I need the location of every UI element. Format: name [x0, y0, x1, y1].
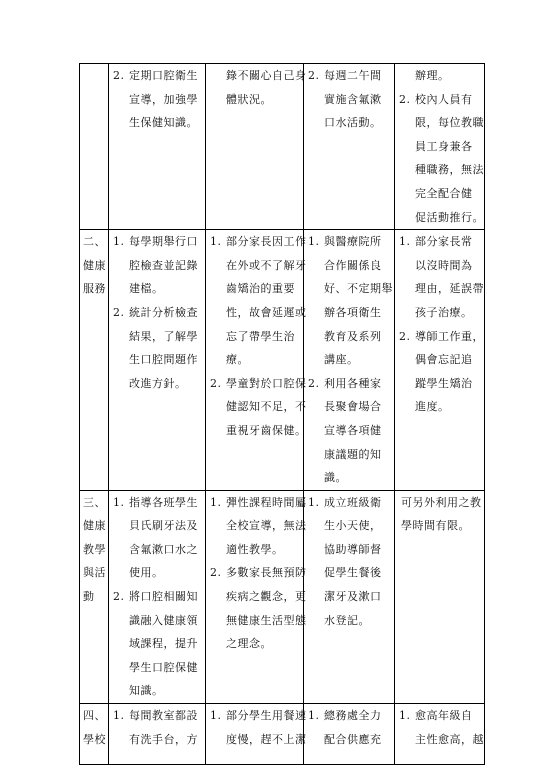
category-label: 與活 — [83, 566, 106, 580]
table-row — [80, 64, 485, 230]
table-row — [80, 704, 485, 765]
item-text-line: 學時間有限。 — [401, 519, 470, 533]
item-text-line: 部分家長常 — [415, 235, 473, 249]
strategy-cell — [109, 490, 206, 703]
item-number: 1. — [113, 495, 125, 509]
item-number: 1. — [113, 709, 125, 723]
item-number: 1. — [399, 235, 411, 249]
item-text-line: 定期口腔衛生 — [129, 69, 198, 82]
item-text-line: 每學期舉行口 — [129, 235, 198, 249]
item-text-line: 孩子治療。 — [415, 305, 473, 319]
category-label: 動 — [83, 590, 95, 604]
item-text-line: 康議題的知 — [324, 447, 382, 461]
item-text-line: 水登記。 — [324, 613, 370, 627]
item-text-line: 理由，延誤帶 — [415, 282, 484, 296]
item-text-line: 腔檢查並記錄 — [129, 258, 198, 272]
item-text-line: 員工身兼各 — [415, 139, 473, 153]
item-text-line: 體狀況。 — [226, 92, 272, 106]
strategy-cell — [109, 704, 206, 765]
item-number: 1. — [399, 709, 411, 723]
item-text-line: 無健康生活型態 — [226, 613, 307, 627]
list-item — [109, 64, 205, 135]
weakness-cell — [395, 230, 485, 491]
item-text-line: 健認知不足，不 — [226, 400, 307, 414]
list-item — [206, 230, 307, 372]
list-item — [395, 491, 484, 538]
list-item — [304, 64, 394, 135]
list-item — [206, 491, 307, 562]
item-number: 1. — [113, 235, 125, 249]
list-item — [206, 64, 307, 111]
item-text-line: 好、不定期舉 — [324, 282, 393, 296]
item-text-line: 識融入健康領 — [129, 613, 198, 627]
item-text-line: 促活動推行。 — [415, 210, 484, 224]
list-item — [395, 704, 484, 751]
item-text-line: 彈性課程時間屬 — [226, 495, 307, 509]
item-text-line: 多數家長無預防 — [226, 566, 307, 580]
category-label: 學校 — [83, 732, 106, 746]
item-text-line: 貝氏刷牙法及 — [129, 519, 198, 533]
item-text-line: 改進方針。 — [129, 376, 187, 390]
item-text-line: 辦理。 — [415, 69, 450, 82]
category-label: 三、 — [83, 495, 106, 509]
item-number: 1. — [210, 495, 222, 509]
difficulty-cell — [206, 64, 307, 230]
item-text-line: 蹤學生矯治 — [415, 376, 473, 390]
list-item — [206, 704, 307, 751]
strategy-cell — [109, 64, 206, 230]
list-item — [395, 64, 484, 88]
item-text-line: 成立班級衛 — [324, 495, 382, 509]
weakness-cell — [395, 64, 485, 230]
item-text-line: 知識。 — [129, 684, 164, 698]
item-text-line: 實施含氟漱 — [324, 92, 382, 106]
item-text-line: 含氟漱口水之 — [129, 542, 198, 556]
item-text-line: 以沒時間為 — [415, 258, 473, 272]
item-text-line: 促學生餐後 — [324, 566, 382, 580]
list-item — [304, 491, 394, 633]
category-cell — [80, 704, 109, 765]
item-text-line: 進度。 — [415, 400, 450, 414]
item-text-line: 與醫療院所 — [324, 235, 382, 249]
item-text-line: 性，故會延遲或 — [226, 305, 307, 319]
item-number: 2. — [399, 92, 411, 106]
item-text-line: 部分家長因工作 — [226, 235, 307, 249]
item-text-line: 齒矯治的重要 — [226, 282, 295, 296]
item-text-line: 指導各班學生 — [129, 495, 198, 509]
item-text-line: 利用各種家 — [324, 376, 382, 390]
category-cell — [80, 490, 109, 703]
list-item — [109, 230, 205, 301]
item-text-line: 重視牙齒保健。 — [226, 423, 307, 437]
item-text-line: 療。 — [226, 353, 249, 367]
category-label: 健康 — [83, 519, 106, 533]
category-label: 教學 — [83, 542, 106, 556]
item-text-line: 有洗手台，方 — [129, 732, 198, 746]
list-item — [395, 230, 484, 324]
item-number: 2. — [113, 305, 125, 319]
item-text-line: 種職務，無法 — [415, 163, 484, 177]
item-text-line: 生保健知識。 — [129, 116, 198, 130]
item-text-line: 部分學生用餐速 — [226, 709, 307, 723]
item-text-line: 宣導各項健 — [324, 423, 382, 437]
item-text-line: 校內人員有 — [415, 92, 473, 106]
health-promotion-table — [79, 63, 485, 765]
strategy-cell — [109, 230, 206, 491]
strength-cell — [304, 704, 395, 765]
item-text-line: 之理念。 — [226, 637, 272, 651]
list-item — [304, 704, 394, 751]
table-row — [80, 230, 485, 491]
list-item — [109, 301, 205, 395]
item-text-line: 講座。 — [324, 353, 359, 367]
item-number: 1. — [308, 709, 320, 723]
item-text-line: 總務處全力 — [324, 709, 382, 723]
list-item — [304, 372, 394, 490]
difficulty-cell — [206, 704, 307, 765]
item-number: 1. — [308, 495, 320, 509]
item-text-line: 度慢，趕不上潔 — [226, 732, 307, 746]
list-item — [109, 704, 205, 751]
item-text-line: 主性愈高，越 — [415, 732, 484, 746]
item-text-line: 錄不關心自己身 — [226, 69, 307, 82]
item-text-line: 統計分析檢查 — [129, 305, 198, 319]
item-number: 1. — [308, 235, 320, 249]
strength-cell — [304, 230, 395, 491]
item-number: 2. — [113, 590, 125, 604]
difficulty-cell — [206, 490, 307, 703]
item-number: 2. — [210, 376, 222, 390]
item-text-line: 長聚會場合 — [324, 400, 382, 414]
strength-cell — [304, 490, 395, 703]
item-text-line: 適性教學。 — [226, 542, 284, 556]
item-text-line: 疾病之觀念，更 — [226, 590, 307, 604]
item-text-line: 學童對於口腔保 — [226, 376, 307, 390]
item-text-line: 域課程，提升 — [129, 637, 198, 651]
item-text-line: 協助導師督 — [324, 542, 382, 556]
item-number: 1. — [210, 709, 222, 723]
category-label: 四、 — [83, 709, 106, 723]
item-text-line: 潔牙及漱口 — [324, 590, 382, 604]
item-text-line: 可另外利用之教 — [401, 495, 482, 509]
item-number: 2. — [308, 376, 320, 390]
item-number: 2. — [399, 329, 411, 343]
category-label: 二、 — [83, 235, 106, 249]
item-text-line: 宣導，加強學 — [129, 92, 198, 106]
item-text-line: 在外或不了解牙 — [226, 258, 307, 272]
item-text-line: 導師工作重， — [415, 329, 484, 343]
item-text-line: 完全配合健 — [415, 186, 473, 200]
item-number: 2. — [113, 69, 125, 82]
list-item — [206, 372, 307, 443]
table-row — [80, 490, 485, 703]
list-item — [109, 585, 205, 703]
item-text-line: 配合供應充 — [324, 732, 382, 746]
item-text-line: 生口腔問題作 — [129, 353, 198, 367]
item-text-line: 忘了帶學生治 — [226, 329, 295, 343]
item-text-line: 合作關係良 — [324, 258, 382, 272]
list-item — [206, 561, 307, 655]
list-item — [304, 230, 394, 372]
list-item — [395, 88, 484, 230]
weakness-cell — [395, 704, 485, 765]
category-cell — [80, 230, 109, 491]
item-text-line: 口水活動。 — [324, 116, 382, 130]
category-cell — [80, 64, 109, 230]
strength-cell — [304, 64, 395, 230]
item-text-line: 偶會忘記追 — [415, 353, 473, 367]
item-text-line: 限，每位教職 — [415, 116, 484, 130]
item-text-line: 學生口腔保健 — [129, 660, 198, 674]
category-label: 健康 — [83, 258, 106, 272]
item-text-line: 建檔。 — [129, 282, 164, 296]
item-number: 2. — [308, 69, 320, 82]
item-number: 1. — [210, 235, 222, 249]
item-text-line: 辦各項衛生 — [324, 305, 382, 319]
item-number: 2. — [210, 566, 222, 580]
difficulty-cell — [206, 230, 307, 491]
item-text-line: 將口腔相關知 — [129, 590, 198, 604]
list-item — [109, 491, 205, 585]
weakness-cell — [395, 490, 485, 703]
item-text-line: 生小天使， — [324, 519, 382, 533]
item-text-line: 全校宣導，無法 — [226, 519, 307, 533]
item-text-line: 每間教室都設 — [129, 709, 198, 723]
item-text-line: 結果，了解學 — [129, 329, 198, 343]
item-text-line: 愈高年級自 — [415, 709, 473, 723]
list-item — [395, 325, 484, 419]
item-text-line: 識。 — [324, 471, 347, 485]
item-text-line: 教育及系列 — [324, 329, 382, 343]
item-text-line: 每週二午間 — [324, 69, 382, 82]
item-text-line: 使用。 — [129, 566, 164, 580]
category-label: 服務 — [83, 282, 106, 296]
